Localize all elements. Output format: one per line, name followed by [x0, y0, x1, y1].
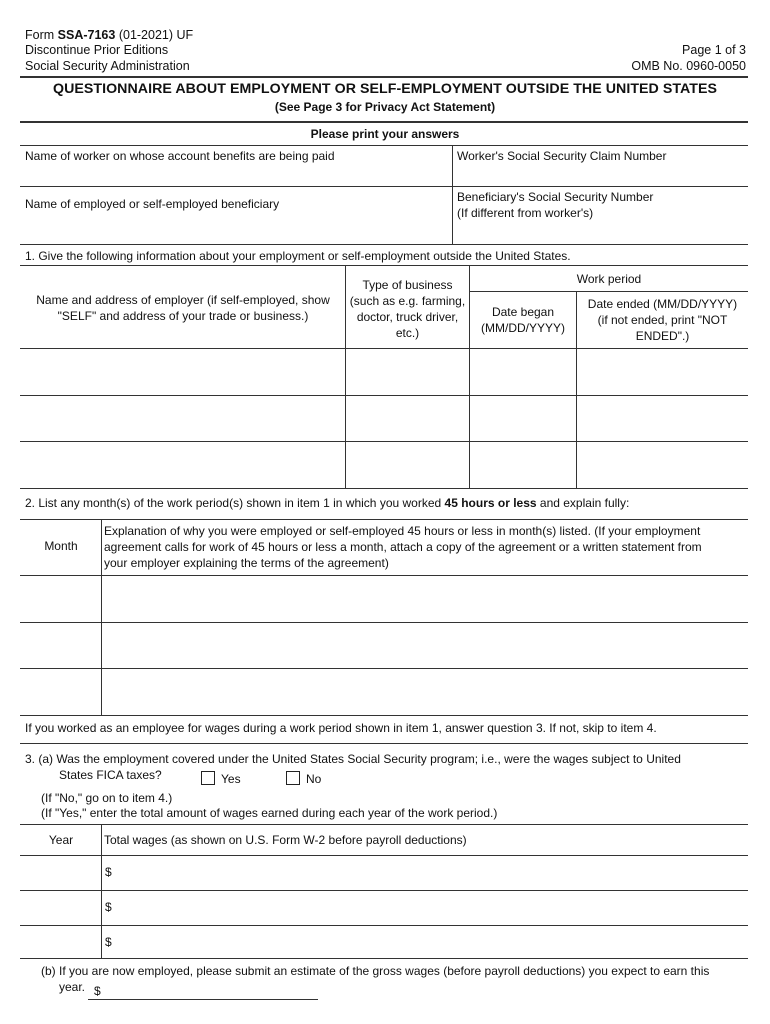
rule — [452, 145, 453, 244]
currency-symbol: $ — [105, 900, 112, 914]
year-field[interactable] — [21, 926, 101, 957]
col-business-header: Type of business (such as e.g. farming, doctor, truck driver, etc.) — [349, 278, 466, 340]
wages-field[interactable] — [118, 926, 748, 957]
currency-symbol: $ — [105, 935, 112, 949]
yes-option[interactable]: Yes — [201, 771, 241, 787]
beneficiary-name-label: Name of employed or self-employed beneficiary — [25, 197, 280, 211]
rule — [20, 715, 748, 716]
col-work-period-header: Work period — [576, 272, 642, 286]
rule — [20, 244, 748, 245]
item3b-question: (b) If you are now employed, please submit an estimate of the gross wages (before payroll deductions) you expect to earn this — [41, 964, 710, 978]
omb-number: OMB No. 0960-0050 — [631, 59, 746, 73]
form-id — [25, 28, 193, 43]
item2-explanation-field[interactable] — [102, 669, 748, 714]
item1-ended-field[interactable] — [577, 396, 748, 441]
item2-explanation-field[interactable] — [102, 623, 748, 668]
rule — [20, 145, 748, 146]
rule — [20, 488, 748, 489]
rule — [20, 958, 748, 959]
title-divider — [20, 121, 748, 123]
col-explanation-header: Explanation of why you were employed or self-employed 45 hours or less in month(s) listed. (If your employment agreement calls for work of 45 hours or less a month, attach a copy of the agreement or a written statement from your employer explaining the terms of the agreement) — [104, 524, 702, 570]
note-if-no: (If "No," go on to item 4.) — [41, 791, 173, 805]
item1-ended-field[interactable] — [577, 349, 748, 394]
rule — [20, 824, 748, 825]
worker-name-field[interactable] — [21, 165, 451, 185]
beneficiary-ssn-note: (If different from worker's) — [457, 206, 594, 220]
instruction-q3: If you worked as an employee for wages during a work period shown in item 1, answer question 3. If not, skip to item 4. — [25, 721, 657, 735]
item1-employer-field[interactable] — [21, 442, 345, 487]
estimated-wages-field[interactable] — [104, 982, 318, 998]
currency-symbol: $ — [105, 865, 112, 879]
form-subtitle: (See Page 3 for Privacy Act Statement) — [274, 100, 496, 114]
item1-business-field[interactable] — [346, 396, 469, 441]
year-field[interactable] — [21, 856, 101, 889]
wages-field[interactable] — [118, 856, 748, 889]
item2-month-field[interactable] — [21, 669, 101, 714]
rule — [20, 743, 748, 744]
agency-name: Social Security Administration — [25, 59, 190, 73]
item1-began-field[interactable] — [470, 442, 576, 487]
rule — [20, 186, 748, 187]
note-if-yes: (If "Yes," enter the total amount of wages earned during each year of the work period.) — [41, 806, 498, 820]
col-month-header: Month — [44, 539, 78, 553]
estimate-underline — [88, 999, 318, 1000]
item1-business-field[interactable] — [346, 442, 469, 487]
item2-month-field[interactable] — [21, 576, 101, 621]
item1-business-field[interactable] — [346, 349, 469, 394]
rule — [469, 291, 748, 292]
item3a-question-cont: States FICA taxes? — [59, 768, 162, 782]
worker-claim-field[interactable] — [455, 165, 747, 185]
item1-began-field[interactable] — [470, 396, 576, 441]
col-employer-header: Name and address of employer (if self-employed, show "SELF" and address of your trade or business.) — [36, 293, 330, 323]
worker-claim-label: Worker's Social Security Claim Number — [457, 149, 667, 163]
beneficiary-ssn-label: Beneficiary's Social Security Number — [457, 190, 654, 204]
item1-began-field[interactable] — [470, 349, 576, 394]
item2-month-field[interactable] — [21, 623, 101, 668]
item2-explanation-field[interactable] — [102, 576, 748, 621]
item3b-question-cont: year. — [59, 980, 86, 994]
year-field[interactable] — [21, 891, 101, 924]
col-year-header: Year — [48, 833, 74, 847]
beneficiary-ssn-field[interactable] — [455, 222, 747, 242]
col-date-began-header: Date began (MM/DD/YYYY) — [481, 305, 565, 335]
page-number: Page 1 of 3 — [682, 43, 746, 57]
item1-question: 1. Give the following information about your employment or self-employment outside the United States. — [25, 249, 571, 263]
item2-question: 2. List any month(s) of the work period(s) shown in item 1 in which you worked 45 hours or less and explain fully: — [25, 496, 630, 510]
no-checkbox[interactable] — [286, 771, 300, 785]
item1-employer-field[interactable] — [21, 396, 345, 441]
print-note: Please print your answers — [310, 127, 460, 141]
col-wages-header: Total wages (as shown on U.S. Form W-2 before payroll deductions) — [104, 833, 467, 847]
wages-field[interactable] — [118, 891, 748, 924]
no-option[interactable]: No — [286, 771, 321, 787]
item3a-question: 3. (a) Was the employment covered under the United States Social Security program; i.e., were the wages subject to United — [25, 752, 681, 766]
editions-note: Discontinue Prior Editions — [25, 43, 169, 57]
form-edition: (01-2021) UF — [118, 28, 194, 42]
worker-name-label: Name of worker on whose account benefits are being paid — [25, 149, 335, 163]
form-title: QUESTIONNAIRE ABOUT EMPLOYMENT OR SELF-EMPLOYMENT OUTSIDE THE UNITED STATES — [52, 81, 717, 97]
rule — [101, 824, 102, 958]
col-date-ended-header: Date ended (MM/DD/YYYY) (if not ended, print "NOT ENDED".) — [587, 297, 738, 343]
item1-employer-field[interactable] — [21, 349, 345, 394]
rule — [20, 265, 748, 266]
header-divider — [20, 76, 748, 78]
item1-ended-field[interactable] — [577, 442, 748, 487]
beneficiary-name-field[interactable] — [21, 216, 451, 242]
yes-checkbox[interactable] — [201, 771, 215, 785]
form-prefix: Form — [25, 28, 55, 42]
item3b-currency: $ — [94, 984, 101, 998]
rule — [20, 519, 748, 520]
form-number: SSA-7163 — [57, 28, 116, 42]
